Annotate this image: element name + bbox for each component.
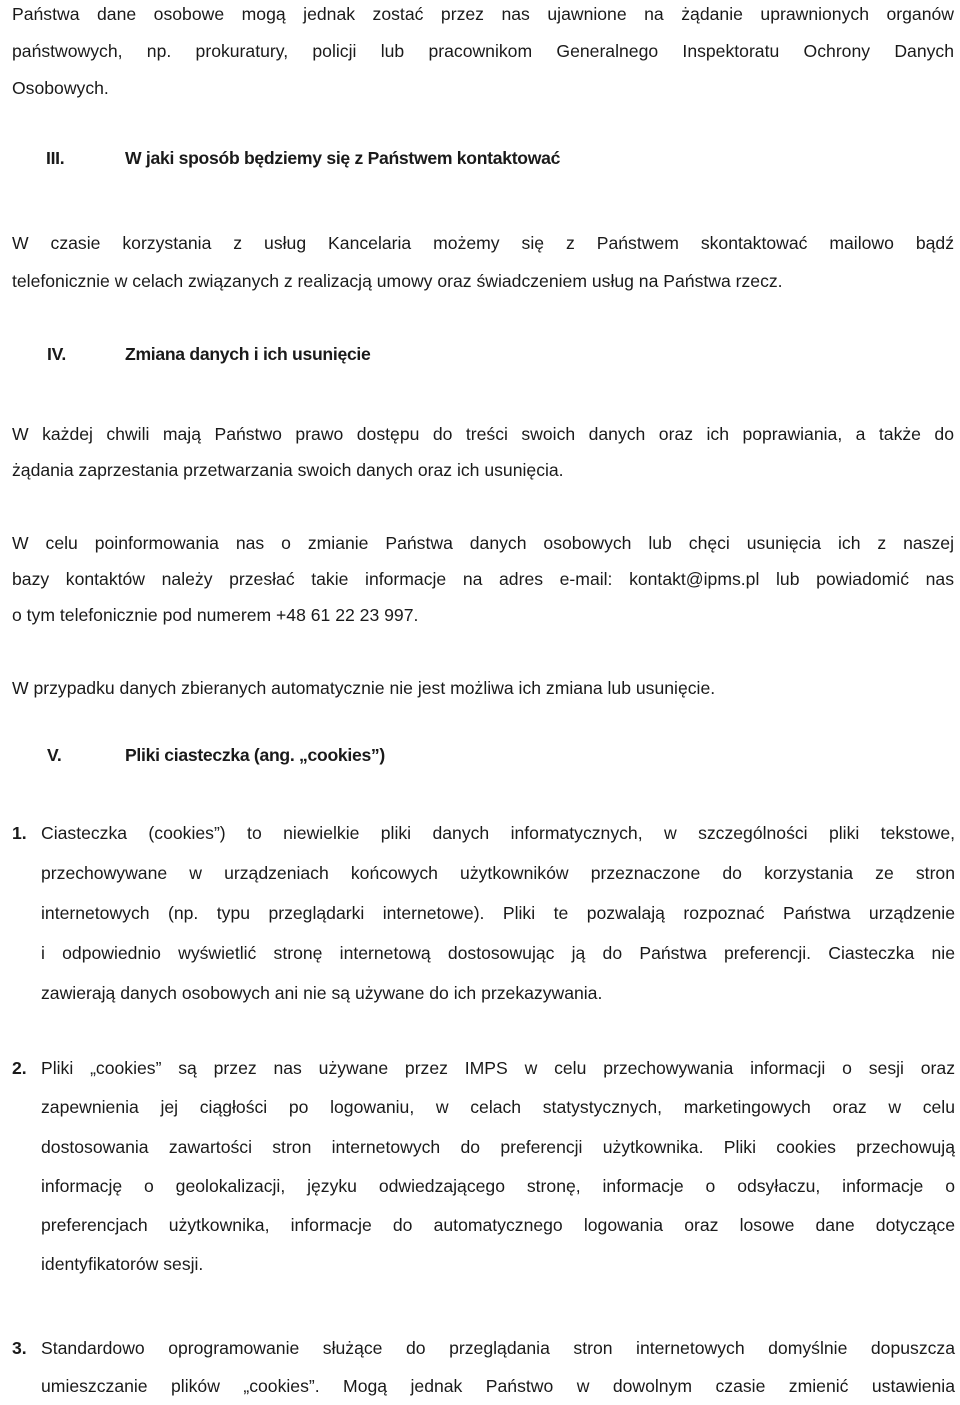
paragraph-line: W każdej chwili mają Państwo prawo dostępu do treści swoich danych oraz ich poprawiania, a także do bbox=[12, 424, 954, 444]
intro-paragraph bbox=[12, 0, 954, 107]
section-title: Zmiana danych i ich usunięcie bbox=[125, 344, 371, 364]
paragraph-line: W czasie korzystania z usług Kancelaria możemy się z Państwem skontaktować mailowo bądź bbox=[12, 233, 954, 253]
paragraph-line: o tym telefonicznie pod numerem +48 61 22 23 997. bbox=[12, 605, 419, 625]
paragraph-line: przechowywane w urządzeniach końcowych użytkowników przeznaczone do korzystania ze stron bbox=[41, 863, 955, 883]
paragraph-line: W przypadku danych zbieranych automatycznie nie jest możliwa ich zmiana lub usunięcie. bbox=[12, 678, 716, 698]
list-item-text bbox=[41, 1329, 955, 1405]
paragraph-line: Standardowo oprogramowanie służące do przeglądania stron internetowych domyślnie dopuszcza bbox=[41, 1338, 955, 1358]
intro-line: Osobowych. bbox=[12, 78, 109, 98]
list-item-text bbox=[41, 813, 955, 1013]
paragraph-line: preferencjach użytkownika, informacje do automatycznego logowania oraz losowe dane dotyczące bbox=[41, 1215, 955, 1236]
paragraph-line: zapewnienia jej ciągłości po logowaniu, w celach statystycznych, marketingowych oraz w celu bbox=[41, 1097, 955, 1118]
paragraph-line: żądania zaprzestania przetwarzania swoich danych oraz ich usunięcia. bbox=[12, 460, 564, 480]
section-number: III. bbox=[46, 148, 65, 168]
paragraph-line: i odpowiednio wyświetlić stronę internetową dostosowując ją do Państwa preferencji. Ciasteczka nie bbox=[41, 943, 955, 963]
list-item-number: 2. bbox=[12, 1058, 27, 1078]
rights-paragraph bbox=[12, 416, 954, 488]
update-paragraph bbox=[12, 525, 954, 633]
paragraph-line: internetowych (np. typu przeglądarki internetowe). Pliki te pozwalają rozpoznać Państwa urządzenie bbox=[41, 903, 955, 923]
paragraph-line: bazy kontaktów należy przesłać takie informacje na adres e-mail: kontakt@ipms.pl lub powiadomić nas bbox=[12, 569, 954, 589]
list-item-number: 3. bbox=[12, 1338, 27, 1358]
intro-line: państwowych, np. prokuratury, policji lub pracownikom Generalnego Inspektoratu Ochrony Danych bbox=[12, 41, 954, 61]
paragraph-line: informację o geolokalizacji, języku odwiedzającego stronę, informacje o odsyłaczu, informacje o bbox=[41, 1175, 955, 1196]
section-title: W jaki sposób będziemy się z Państwem kontaktować bbox=[125, 148, 561, 168]
section-number: IV. bbox=[47, 344, 66, 364]
paragraph-line: Ciasteczka (cookies”) to niewielkie pliki danych informatycznych, w szczególności pliki tekstowe, bbox=[41, 823, 955, 843]
automatic-data-paragraph bbox=[12, 670, 954, 706]
paragraph-line: dostosowania zawartości stron internetowych do preferencji użytkownika. Pliki cookies przechowują bbox=[41, 1136, 955, 1157]
contact-paragraph bbox=[12, 224, 954, 300]
paragraph-line: W celu poinformowania nas o zmianie Państwa danych osobowych lub chęci usunięcia ich z naszej bbox=[12, 533, 954, 553]
section-title: Pliki ciasteczka (ang. „cookies”) bbox=[125, 745, 385, 765]
paragraph-line: zawierają danych osobowych ani nie są używane do ich przekazywania. bbox=[41, 983, 603, 1003]
paragraph-line: identyfikatorów sesji. bbox=[41, 1254, 204, 1275]
section-number: V. bbox=[47, 745, 62, 765]
paragraph-line: telefonicznie w celach związanych z realizacją umowy oraz świadczeniem usług na Państwa rzecz. bbox=[12, 271, 783, 291]
list-item-number: 1. bbox=[12, 823, 27, 843]
intro-line: Państwa dane osobowe mogą jednak zostać przez nas ujawnione na żądanie uprawnionych organów bbox=[12, 4, 954, 24]
paragraph-line: Pliki „cookies” są przez nas używane przez IMPS w celu przechowywania informacji o sesji oraz bbox=[41, 1058, 955, 1078]
list-item-text bbox=[41, 1049, 955, 1285]
paragraph-line: umieszczanie plików „cookies”. Mogą jednak Państwo w dowolnym czasie zmienić ustawienia bbox=[41, 1376, 955, 1396]
